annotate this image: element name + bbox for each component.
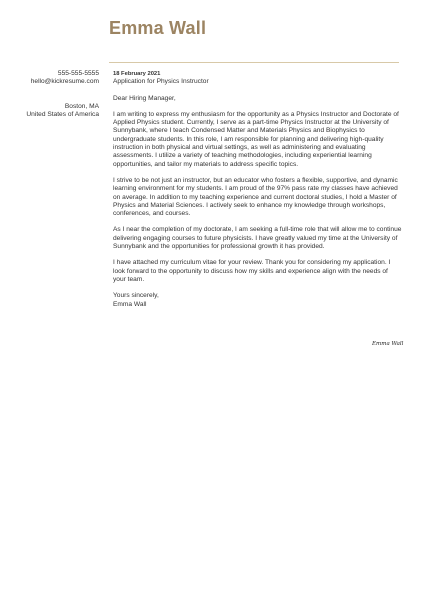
letter-body [113, 70, 402, 309]
header-divider [109, 62, 399, 63]
letter-paragraph: I have attached my curriculum vitae for your review. Thank you for considering my application. I look forward to the opportunity to discuss how my skills and experience align with the needs of your team. [113, 259, 391, 283]
letter-paragraph: I strive to be not just an instructor, but an educator who fosters a flexible, supportive, and dynamic learning environment for my students. I am proud of the 97% pass rate my classes have achieved on average. In addition to my teaching experience and current doctoral studies, I hold a Master of Physics and Material Sciences. I actively seek to enhance my knowledge through workshops, conferences, and courses. [113, 176, 398, 218]
contact-country: United States of America [26, 110, 99, 118]
contact-email: hello@kickresume.com [30, 78, 99, 86]
letter-paragraph: As I near the completion of my doctorate, I am seeking a full-time role that will allow me to continue delivering engaging courses to future physicists. I have greatly valued my time at the University of Sunnybank and the opportunities for professional growth it has provided. [113, 226, 402, 251]
handwritten-signature: Emma Wall [372, 341, 404, 347]
letter-paragraph: I am writing to express my enthusiasm for the opportunity as a Physics Instructor and Doctorate of Applied Physics student. Currently, I serve as a part-time Physics Instructor at the University of Sunnybank, where I teach Condensed Matter and Materials Physics and Biophysics to undergraduate students. In this role, I am responsible for planning and delivering high-quality instruction in both physical and virtual settings, as well as administering and evaluating assessments. I utilize a variety of teaching methodologies, including experiential learning opportunities, and tailor my materials to address specific topics. [113, 110, 399, 168]
letter-closing: Yours sincerely, [113, 292, 159, 300]
applicant-name: Emma Wall [109, 18, 207, 38]
contact-city: Boston, MA [64, 102, 99, 110]
contact-phone: 555-555-5555 [57, 70, 99, 77]
contact-block [26, 70, 99, 119]
letter-signoff-name: Emma Wall [113, 300, 147, 308]
letter-subject: Application for Physics Instructor [113, 78, 209, 86]
letter-date: 18 February 2021 [113, 71, 161, 77]
letter-greeting: Dear Hiring Manager, [113, 94, 176, 102]
